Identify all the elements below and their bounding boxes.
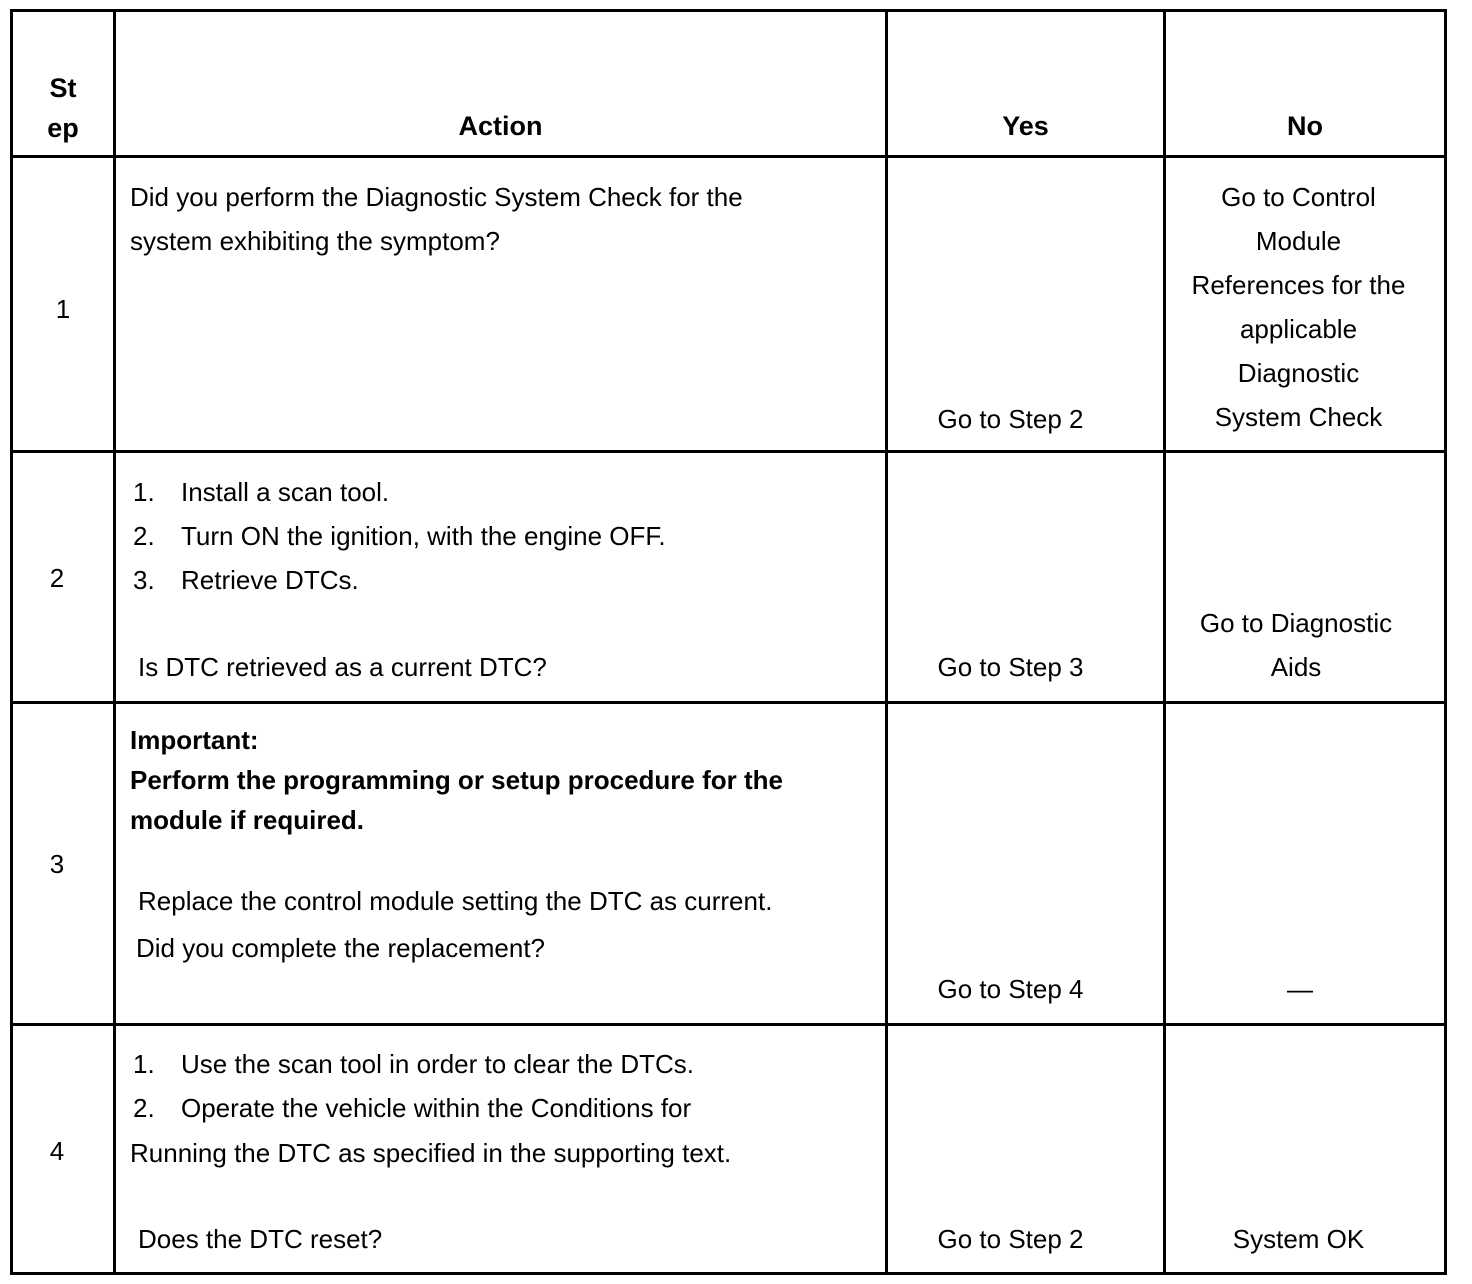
list-number: 2. — [133, 521, 155, 551]
important-note — [130, 720, 783, 840]
list-item — [133, 514, 666, 558]
yes-result: Go to Step 3 — [937, 652, 1084, 682]
list-item — [133, 470, 666, 514]
step-number: 1 — [55, 294, 71, 324]
important-line: Perform the programming or setup procedure for the — [130, 765, 783, 795]
important-line: module if required. — [130, 805, 365, 835]
list-number: 3. — [133, 565, 155, 595]
list-item — [133, 1086, 694, 1130]
no-line: System Check — [1214, 402, 1383, 432]
header-yes: Yes — [1002, 111, 1049, 141]
action-line: system exhibiting the symptom? — [130, 226, 500, 256]
no-result: System OK — [1232, 1224, 1365, 1254]
step-number: 2 — [49, 563, 65, 593]
header-step-line1: St — [49, 73, 77, 103]
list-item — [133, 558, 666, 602]
question-text: Does the DTC reset? — [138, 1224, 383, 1254]
action-continuation: Running the DTC as specified in the supporting text. — [130, 1138, 732, 1168]
header-step — [13, 68, 113, 148]
column-divider-action — [885, 12, 888, 1272]
no-line: Go to Diagnostic — [1199, 608, 1393, 638]
action-line: Did you complete the replacement? — [136, 933, 546, 963]
action-list — [133, 470, 666, 602]
action-text — [138, 878, 772, 972]
step-number: 4 — [49, 1136, 65, 1166]
no-result: — — [1287, 974, 1313, 1004]
row-divider-header — [13, 155, 1444, 158]
list-number: 2. — [133, 1093, 155, 1123]
no-line: Aids — [1270, 652, 1322, 682]
yes-result: Go to Step 4 — [937, 974, 1084, 1004]
no-result — [1166, 601, 1426, 689]
list-number: 1. — [133, 1049, 155, 1079]
list-item — [133, 1042, 694, 1086]
no-line: Diagnostic — [1237, 358, 1360, 388]
list-text: Retrieve DTCs. — [181, 565, 359, 595]
row-divider-1 — [13, 450, 1444, 453]
header-no: No — [1287, 111, 1323, 141]
step-number: 3 — [49, 849, 65, 879]
question-text: Is DTC retrieved as a current DTC? — [138, 652, 547, 682]
list-text: Install a scan tool. — [181, 477, 390, 507]
action-line: Replace the control module setting the DTC as current. — [138, 886, 773, 916]
header-step-line2: ep — [47, 113, 79, 143]
action-list — [133, 1042, 694, 1130]
important-label: Important: — [130, 725, 259, 755]
row-divider-2 — [13, 701, 1444, 704]
no-line: References for the — [1191, 270, 1406, 300]
list-text: Operate the vehicle within the Conditions for — [181, 1093, 692, 1123]
action-line: Did you perform the Diagnostic System Check for the — [130, 182, 743, 212]
list-number: 1. — [133, 477, 155, 507]
list-text: Turn ON the ignition, with the engine OFF. — [181, 521, 666, 551]
no-line: Go to Control — [1221, 182, 1376, 212]
list-text: Use the scan tool in order to clear the DTCs. — [181, 1049, 695, 1079]
no-line: Module — [1255, 226, 1342, 256]
no-line: applicable — [1239, 314, 1358, 344]
diagnostic-table — [10, 9, 1447, 1275]
yes-result: Go to Step 2 — [937, 404, 1084, 434]
column-divider-step — [113, 12, 116, 1272]
row-divider-3 — [13, 1023, 1444, 1026]
no-result — [1166, 175, 1431, 439]
action-text — [130, 175, 743, 263]
header-action: Action — [458, 111, 543, 141]
yes-result: Go to Step 2 — [937, 1224, 1084, 1254]
